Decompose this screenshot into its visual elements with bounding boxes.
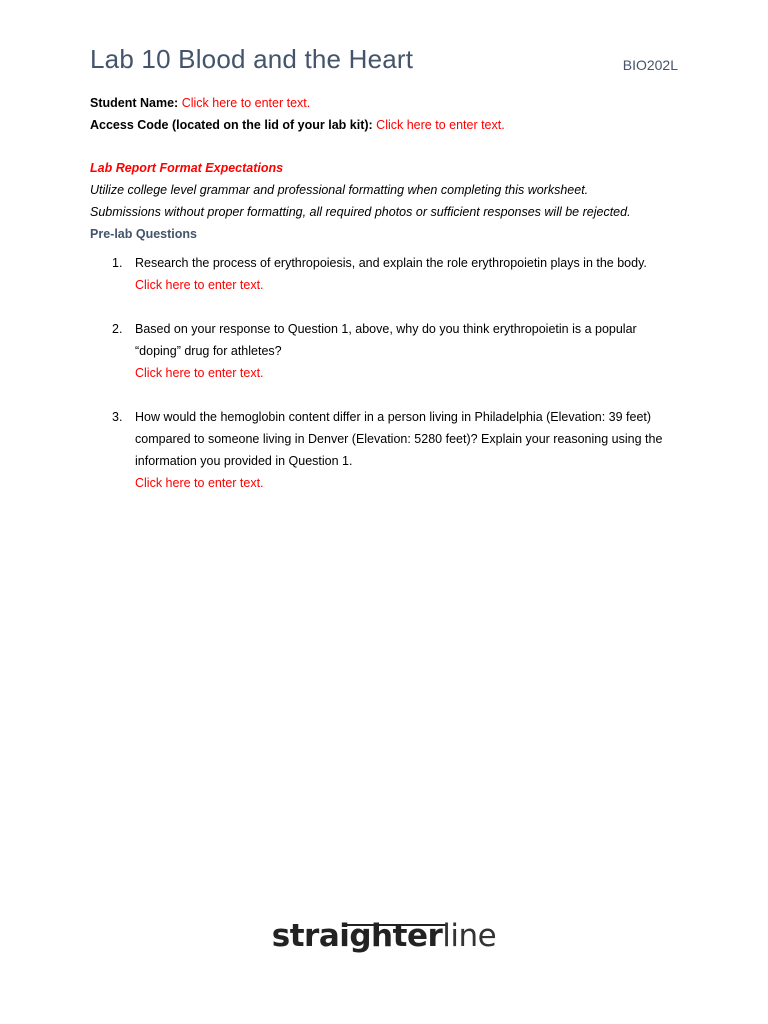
student-name-field[interactable]: Click here to enter text. [181,96,311,110]
logo-text-light: line [442,918,497,954]
format-expectations-line-1: Utilize college level grammar and professional formatting when completing this worksheet. [90,183,589,197]
answer-field[interactable]: Click here to enter text. [135,476,264,490]
format-expectations-heading: Lab Report Format Expectations [90,161,284,175]
access-code-field[interactable]: Click here to enter text. [376,118,505,132]
question-number: 3. [112,410,123,424]
access-code-row [90,114,690,136]
question-text: information you provided in Question 1. [135,454,353,468]
question-number: 1. [112,256,123,270]
question-text: Based on your response to Question 1, above, why do you think erythropoietin is a popular [135,322,637,336]
prelab-questions-list [90,252,690,494]
document-body [90,92,690,516]
question-text: Research the process of erythropoiesis, and explain the role erythropoietin plays in the body. [135,256,647,270]
question-text: “doping” drug for athletes? [135,344,282,358]
question-text: compared to someone living in Denver (Elevation: 5280 feet)? Explain your reasoning using the [135,432,663,446]
prelab-heading: Pre-lab Questions [90,227,197,241]
answer-field[interactable]: Click here to enter text. [135,366,264,380]
question-item [90,252,690,296]
question-item [90,406,690,494]
question-text: How would the hemoglobin content differ in a person living in Philadelphia (Elevation: 39 feet) [135,410,652,424]
format-expectations-line-2: Submissions without proper formatting, all required photos or sufficient responses will be rejected. [90,205,631,219]
question-item [90,318,690,384]
answer-field[interactable]: Click here to enter text. [135,278,264,292]
straighterline-logo [0,918,768,954]
student-name-row [90,92,690,114]
course-code: BIO202L [622,57,678,73]
question-number: 2. [112,322,123,336]
logo-text-bold: straighter [271,918,443,954]
access-code-label: Access Code (located on the lid of your lab kit): [90,118,373,132]
page-title: Lab 10 Blood and the Heart [90,44,414,74]
spacer [90,136,690,157]
student-name-label: Student Name: [90,96,179,110]
